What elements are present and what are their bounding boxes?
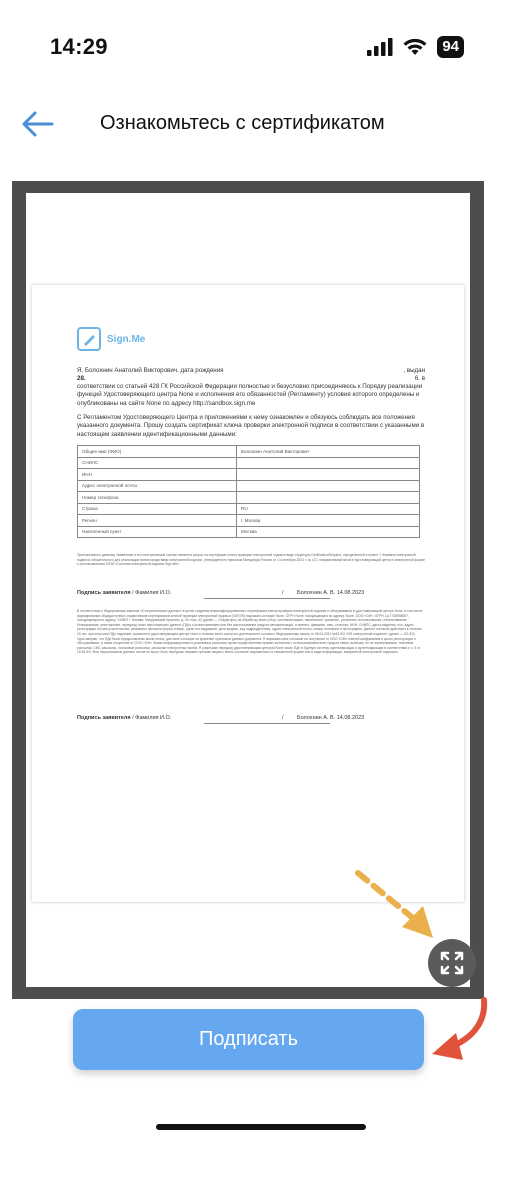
signature-line-2: Подпись заявителя / Фамилия И.О. / Болохнин А. В. 14.08.2023 [77,715,365,721]
sig2-name: Болохнин А. В. 14.08.2023 [297,715,365,721]
table-row: Адрес электронной почты [78,480,420,492]
red-curved-arrow-icon [432,1000,484,1060]
expand-button[interactable] [428,939,476,987]
intro-text: Я, Болохнин Анатолий Викторович, дата рождения [77,367,224,374]
table-row: Населенный пункт Москва [78,526,420,538]
home-indicator [156,1124,366,1130]
expand-icon [428,939,476,987]
certificate-document [32,285,464,902]
sig-sub: / Фамилия И.О. [130,590,172,596]
intro-num2: 6. в [414,375,425,382]
table-row: Общее имя (ФИО) Болохнин Анатолий Викторович [78,446,420,458]
header [0,96,524,152]
table-row: Регион г. Москва [78,515,420,527]
status-icons [367,36,464,58]
sig2-label: Подпись заявителя [77,715,131,721]
footnote: Приложением к данному Заявлению и его неотъемлемой частью является запрос на сертификат ключа проверки электронной подписи виде структуры CertificationRequest, определенной в пункте 7 Формата электронной подписи, обязательного для реализации всеми средствами электронной подписи, утвержденного приказом Минцифры России от 14 сентября 2023 г. № 472, направляемый мной в Удостоверяющий центр в электронной форме с использованием СКЗИ «Система электронной подписи Sign.Me». [77,553,425,567]
document-page-area [26,193,470,987]
table-row: СНИЛС [78,457,420,469]
table-row: Страна RU [78,503,420,515]
table-row: ИНН [78,469,420,481]
paragraph-2: С Регламентом Удостоверяющего Центра и приложениями к нему ознакомлен и обязуюсь соблюдать все положения указанного документа. Прошу создать сертификат ключа проверки электронной подписи в соответствии с указанными в настоящем заявлении идентификационными данными: [77,414,425,438]
back-button[interactable] [18,106,58,142]
sig2-sub: / Фамилия И.О. [130,715,172,721]
consent-text: В соответствии с Федеральным законом «О персональных данных» в целях создания неквалифицированного сертификата ключа проверки электронной подписи и обслуживания в удостоверяющем центре None, в том числе формирования общедоступных справочников сертификатов ключей проверки электронной подписи (СКПЭП) выражаю согласие None, ОГРН None, находящемуся по адресу: None, ООО «СМ», ОГРН 1117746998597, находящемуся по адресу: 119607 г. Москва, Мичуринский проспект, д. 45, пом. 42 (далее — Операторы) на обработку моих (сбор, систематизацию, накопление, хранение, уточнение, использование, обезличивание, блокирование, уничтожение, передачу) моих персональных данных (ПДн) с использованием или без использования средств автоматизации, а именно: фамилия, имя, отчество, ИНН, СНИЛС, дата рождения, пол, адрес регистрации по месту жительства, реквизиты паспорта (серия, номер, орган его выдавший, дата выдачи, код подразделения), адрес электронной почты, номер телефона и фотография. Данное согласие действует в течение 15 лет, при этом мои ПДн подлежат хранению в удостоверяющем центре None в течение всего срока его деятельности согласно Федеральному закону от 06.04.2011 №63-ФЗ «Об электронной подписи» (далее — 63-ФЗ). Удостоверяю, что ПДн были предоставлены мною лично, дан свое согласие на хранение оригинала данного документа. Я выражаю свое согласие на получение от ООО «СМ» ключей шифрования в целях регистрации и обслуживания, а также получение от ООО «СМ» Линии информационных и рекламных рассылок путем осуществления прямых контактов с использованием всех средств связи, включая, но не ограничиваясь: почтовые рассылки, СМС рассылки, голосовые рассылки, рассылки электронных писем. Я разрешаю передачу удостоверяющим центром None своих ПДн в Единую систему идентификации и аутентификации в соответствии с ч. 5 ст. 18 63-ФЗ. Мои персональные данные так же не могут быть переданы никаким третьим лицам с моего согласия, выраженного в письменной форме или в виде информации, заверенной электронной подписью. [77,609,423,655]
status-bar [0,0,524,96]
sign-button[interactable]: Подписать [73,1009,424,1070]
sig-label: Подпись заявителя [77,590,131,596]
intro-num1: 28. [77,375,86,382]
document-viewer[interactable] [12,181,484,999]
arrow-left-icon [18,106,58,142]
signme-logo [77,327,145,351]
battery-indicator: 94 [437,36,464,58]
sig-rule [204,723,330,724]
sig-rule [204,598,330,599]
certificate-data-table [77,445,420,538]
signme-logo-text: Sign.Me [107,333,146,345]
page-title: Ознакомьтесь с сертификатом [100,112,385,134]
signme-logo-icon [77,327,101,351]
table-row: Номер телефона [78,492,420,504]
sig-name: Болохнин А. В. 14.08.2023 [297,590,365,596]
status-time: 14:29 [50,34,108,59]
intro-issued: , выдан [403,367,425,374]
signal-icon [367,38,393,56]
paragraph-1: соответствии со статьей 428 ГК Российской Федерации полностью и безусловно присоединяюсь к Порядку реализации функций Удостоверяющего центра None и исполнения его обязанностей (Регламенту) условия которого определены и опубликованы на сайте None по адресу http://sandbox.sign.me [77,383,423,407]
wifi-icon [403,38,427,56]
signature-line-1: Подпись заявителя / Фамилия И.О. / Болохнин А. В. 14.08.2023 [77,590,365,596]
